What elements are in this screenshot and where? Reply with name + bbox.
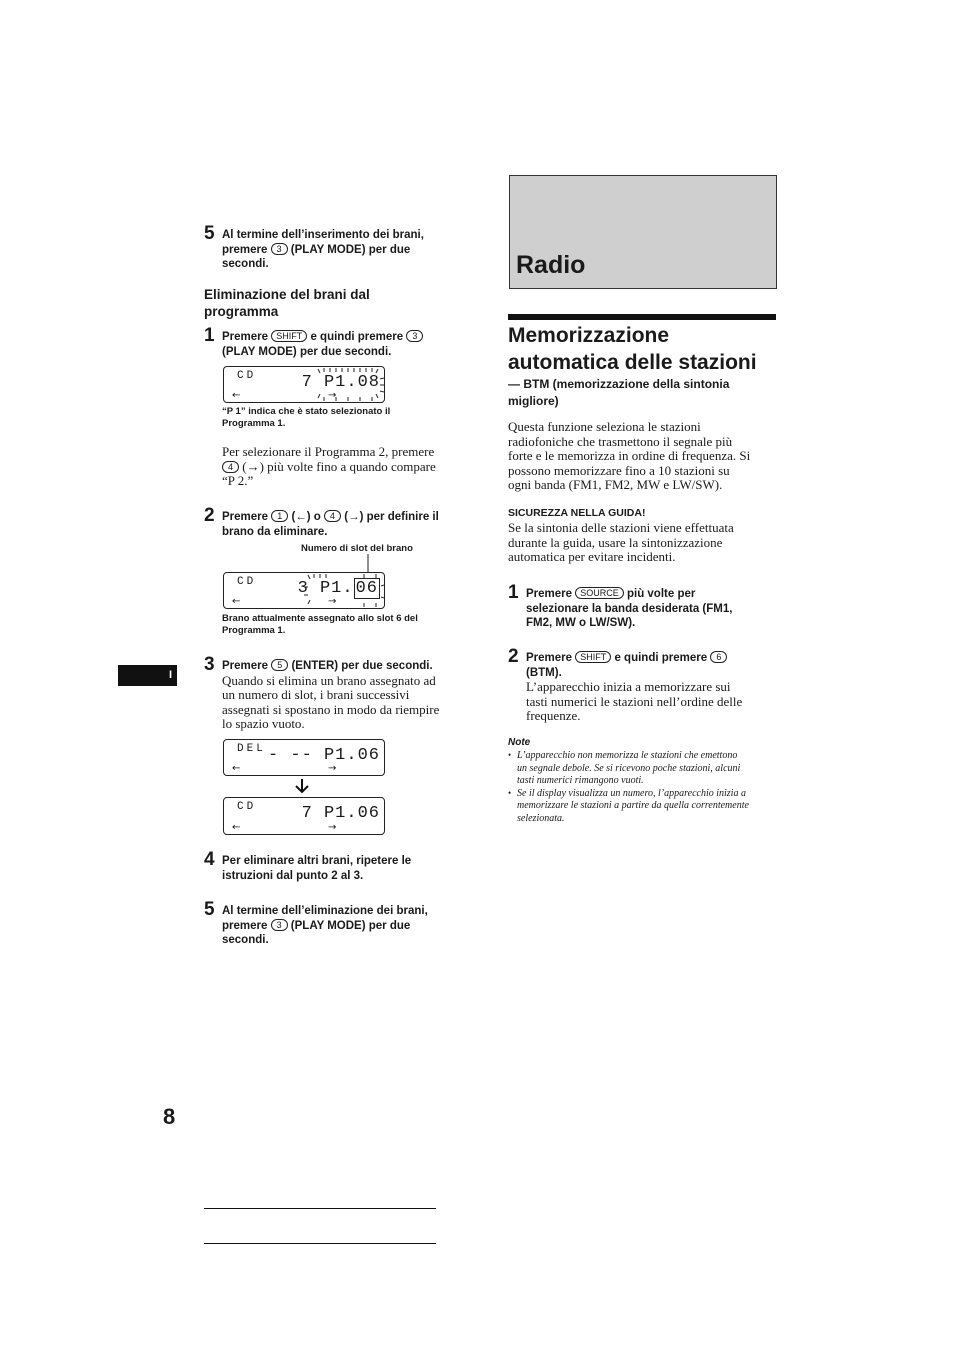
- radio-step2-text: Premere SHIFT e quindi premere 6 (BTM). L’apparecchio inizia a memorizzare sui tasti numerici le stazioni nell’ordine delle frequenze.: [526, 652, 743, 723]
- caption-lcd1: “P 1” indica che è stato selezionato il Programma 1.: [222, 406, 391, 429]
- key-shift: SHIFT: [575, 651, 611, 663]
- note-item: • L’apparecchio non memorizza le stazioni che emettono un segnale debole. Se si ricevono poche stazioni, alcuni tasti numerici rimangono vuoti.: [508, 750, 741, 786]
- radio-step1-text: Premere SOURCE più volte per selezionare la banda desiderata (FM1, FM2, MW o LW/SW).: [526, 588, 733, 629]
- step3-text: Premere 5 (ENTER) per due secondi. Quando si elimina un brano assegnato ad un numero di slot, i brani successivi assegnati si spostano in modo da riempire lo spazio vuoto.: [222, 660, 440, 731]
- key-4: 4: [222, 461, 239, 473]
- key-3: 3: [271, 243, 288, 255]
- notes-list: [508, 750, 780, 825]
- safety-paragraph: Se la sintonia delle stazioni viene effettuata durante la guida, usare la sintonizzazione automatica per evitare incidenti.: [508, 520, 734, 564]
- key-3: 3: [271, 919, 288, 931]
- paragraph-program2: Per selezionare il Programma 2, premere 4 (→) più volte fino a quando compare “P 2.”: [222, 444, 436, 488]
- key-5: 5: [271, 659, 288, 671]
- step-number: 5: [204, 223, 215, 244]
- step-number: 5: [204, 899, 215, 920]
- note-item: • Se il display visualizza un numero, l’apparecchio inizia a memorizzare le stazioni a partire da quella correntemente selezionata.: [508, 787, 749, 824]
- step2-text: Premere 1 (←) o 4 (→) per definire il brano da eliminare.: [222, 511, 439, 538]
- leader-line: [364, 554, 374, 574]
- notes-title: Note: [508, 737, 531, 748]
- caption-lcd2: Brano attualmente assegnato allo slot 6 del Programma 1.: [222, 613, 418, 636]
- blink-rays-icon: [224, 573, 384, 608]
- step-number: 1: [508, 582, 519, 603]
- left-arrow-icon: ←: [232, 822, 241, 833]
- step-number: 2: [508, 646, 519, 667]
- key-source: SOURCE: [575, 587, 624, 599]
- banner-title: Radio: [516, 251, 586, 279]
- key-1: 1: [271, 510, 288, 522]
- step-number: 3: [204, 654, 215, 675]
- subheading-delete: Eliminazione del brani dal programma: [204, 287, 370, 319]
- right-arrow-icon: →: [328, 822, 337, 833]
- step-number: 1: [204, 325, 215, 346]
- divider-line: [204, 1243, 436, 1244]
- step-number: 4: [204, 849, 215, 870]
- left-arrow-icon: ←: [232, 390, 241, 401]
- right-arrow-icon: →: [328, 763, 337, 774]
- lcd-display: CD 7 P1.06 ← →: [223, 797, 385, 835]
- bullet-icon: •: [508, 750, 512, 760]
- right-arrow-icon: →: [328, 390, 337, 401]
- divider-line: [204, 1208, 436, 1209]
- lcd-display: CD 3 P1. 06 ← →: [223, 572, 385, 609]
- down-arrow-icon: [294, 778, 310, 794]
- key-4: 4: [324, 510, 341, 522]
- blink-rays-icon: [224, 367, 384, 402]
- key-3: 3: [406, 330, 423, 342]
- section-banner: [509, 175, 777, 289]
- slot-number-box: 06: [355, 579, 378, 598]
- slot-number-label: Numero di slot del brano: [301, 543, 413, 554]
- section-title: Memorizzazione automatica delle stazioni: [508, 324, 757, 374]
- intro-paragraph: Questa funzione seleziona le stazioni radiofoniche che trasmettono il segnale più forte e le memorizza in ordine di frequenza. Si possono memorizzare fino a 10 stazioni su ogni banda (FM1, FM2, MW e LW/SW).: [508, 419, 751, 492]
- left-arrow-icon: ←: [232, 763, 241, 774]
- step-number: 2: [204, 505, 215, 526]
- left-arrow-icon: ←: [232, 596, 241, 607]
- lcd-display: CD 7 P1.08 ← →: [223, 366, 385, 403]
- key-shift: SHIFT: [271, 330, 307, 342]
- lcd-display: DEL - -- P1.06 ← →: [223, 739, 385, 776]
- bullet-icon: •: [508, 787, 512, 798]
- page-number: 8: [163, 1104, 176, 1129]
- safety-heading: SICUREZZA NELLA GUIDA!: [508, 507, 646, 519]
- key-6: 6: [710, 651, 727, 663]
- heading-rule: [508, 314, 776, 320]
- section-subtitle: — BTM (memorizzazione della sintonia migliore): [508, 377, 730, 408]
- language-tab: I: [118, 665, 177, 686]
- right-arrow-icon: →: [328, 596, 337, 607]
- step5-insert-text: Al termine dell’inserimento dei brani, premere 3 (PLAY MODE) per due secondi.: [222, 229, 424, 270]
- step5-delete-text: Al termine dell’eliminazione dei brani, premere 3 (PLAY MODE) per due secondi.: [222, 905, 428, 946]
- step1-text: Premere SHIFT e quindi premere 3 (PLAY MODE) per due secondi.: [222, 330, 484, 359]
- step4-text: Per eliminare altri brani, ripetere le istruzioni dal punto 2 al 3.: [222, 855, 412, 882]
